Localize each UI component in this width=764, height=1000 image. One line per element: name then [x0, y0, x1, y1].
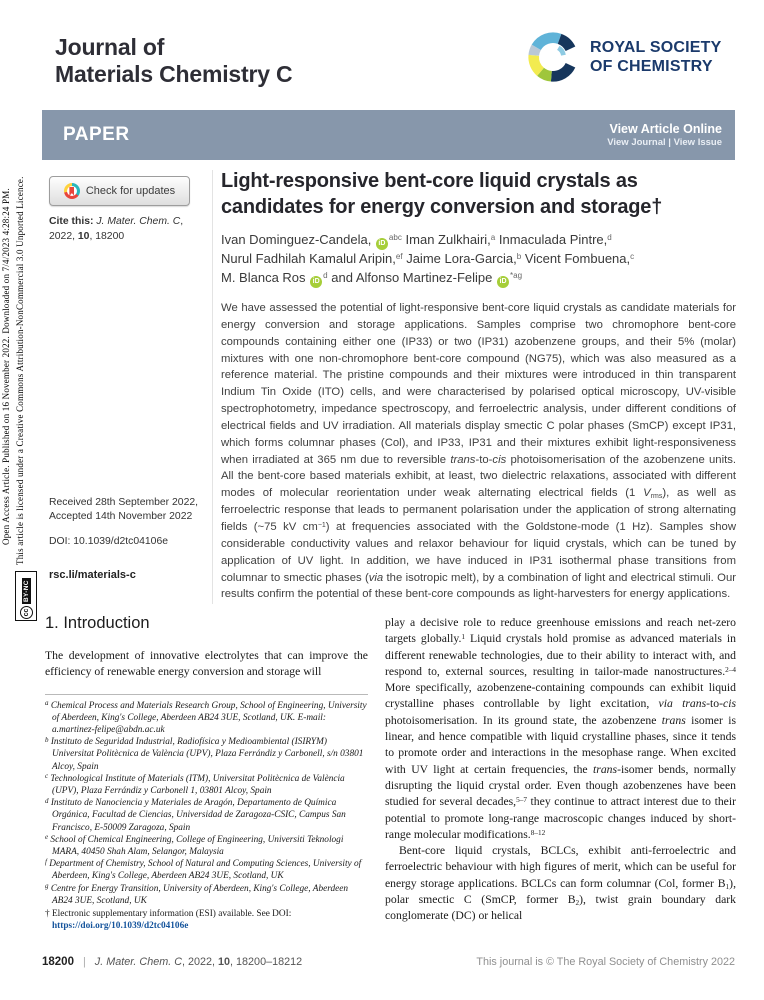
meta-divider [212, 170, 213, 604]
section-heading-introduction: 1. Introduction [45, 614, 150, 632]
rsc-name-line1: ROYAL SOCIETY [590, 39, 722, 56]
crossmark-icon [64, 183, 80, 199]
orcid-icon[interactable]: iD [497, 276, 509, 288]
affiliation-item: $^d$ Instituto de Nanociencia y Materiales de Aragón, Departamento de Química Orgánica, Facultad de Ciencias, Universidad de Zaragoza-CSIC, Campus San Francisco, E-50009 Zaragoza, Spain [45, 796, 346, 833]
orcid-icon[interactable]: iD [376, 238, 388, 250]
article-type-banner [42, 110, 735, 160]
author-list [221, 231, 738, 288]
intro-paragraph-left: The development of innovative electrolytes that can improve the efficiency of renewable energy conversion and storage will [45, 649, 368, 679]
article-title: Light-responsive bent-core liquid crystals as candidates for energy conversion and storage† [221, 170, 663, 218]
abstract: We have assessed the potential of light-responsive bent-core liquid crystals as candidate materials for energy conversion and storage applications. Samples comprise two chromophore bent-core compounds containing either one (IP33) or two (IP31) azobenzene groups, and their 5% (molar) mixtures with one non-chromophore bent-core compound (NG75), which was also measured as a reference material. The pristine compounds and their mixtures were introduced in thin transparent Indium Tin Oxide (ITO) cells, and were characterised by polarised optical microscopy, UV-visible spectrophotometry, impedance spectroscopy, and ferroelectric analysis, under different conditions of electrical fields and UV irradiation. All materials display smectic C polar phases (SmCP) except IP31, which forms columnar phases (Col), and IP33, IP31 and their mixtures exhibit light-responsiveness when irradiated at 365 nm due to reversible trans-to-cis photoisomerisation of the azobenzene units. All the bent-core based materials exhibit, at least, two dielectric relaxations, associated with different modes of molecular reorientation under weak alternating electrical fields (1 $V_{rms}$), as well as ferroelectric response that leads to permanent polarisation under the application of strong alternating fields (~75 kV $cm^{-1}$) at frequencies associated with the Goldstone-mode (1 Hz). Samples show considerable conductivity values and relaxor behaviour for liquid crystals, which can be tuned by application of UV light. In addition, we have induced in IP31 isothermal phase transitions from columnar to smectic phases (via the isotropic melt), by a combination of light and electrical stimuli. Our results confirm the potential of these bent-core compounds as light-harvesters for energy applications. [221, 302, 737, 601]
affiliation-item: $^a$ Chemical Process and Materials Research Group, School of Engineering, University of Aberdeen, King's College, Aberdeen AB24 3UE, Scotland, UK. E-mail: a.martinez-felipe@abdn.ac.uk [45, 699, 367, 735]
journal-title [55, 34, 292, 88]
esi-doi-link[interactable]: https://doi.org/10.1039/d2tc04106e [52, 921, 189, 932]
body-left-column [45, 648, 368, 932]
cite-this: Cite this: J. Mater. Chem. C, 2022, 10, 18200 [49, 216, 184, 242]
accepted-date: Accepted 14th November 2022 [49, 511, 193, 522]
author-line: Nurul Fadhilah Kamalul Aripin,$^{ef}$ Jaime Lora-Garcia,$^b$ Vicent Fombuena,$^c$ [221, 251, 635, 266]
affiliation-item: $^c$ Technological Institute of Materials (ITM), Universitat Politècnica de València (UPV), Plaza Ferrándiz y Carbonell 1, 03801 Alcoy, Spain [45, 772, 345, 797]
footnote-rule [45, 694, 368, 695]
received-accepted [49, 496, 217, 524]
author-line: M. Blanca Ros $iD^d$ and Alfonso Martinez-Felipe $iD^{*ag}$ [221, 269, 738, 288]
rsc-logo [524, 28, 722, 86]
affiliations-list [45, 700, 368, 907]
cc-icon: cc [20, 606, 33, 619]
esi-footnote: † Electronic supplementary information (ESI) available. See DOI: https://doi.org/10.1039/d2tc04106e [45, 909, 292, 932]
check-for-updates-label: Check for updates [85, 185, 176, 197]
journal-title-line2: Materials Chemistry C [55, 61, 293, 87]
body-right-column [385, 615, 736, 925]
paper-label: PAPER [63, 124, 130, 145]
cc-license-label: BY-NC [22, 580, 30, 602]
affiliation-item: $^f$ Department of Chemistry, School of Natural and Computing Sciences, University of Aberdeen, King's College, Aberdeen AB24 3UE, Scotland, UK [45, 857, 362, 882]
footer-separator: | [82, 956, 86, 968]
footer-citation: J. Mater. Chem. C, 2022, 10, 18200–18212 [94, 956, 303, 968]
rsc-name-line2: OF CHEMISTRY [590, 58, 713, 75]
doi: DOI: 10.1039/d2tc04106e [49, 536, 169, 547]
affiliation-item: $^g$ Centre for Energy Transition, University of Aberdeen, King's College, Aberdeen AB24 3UE, Scotland, UK [45, 882, 349, 906]
page-footer [42, 956, 735, 968]
view-article-online-link[interactable]: View Article Online [609, 122, 722, 136]
affiliation-item: $^e$ School of Chemical Engineering, College of Engineering, Universiti Teknologi MARA, 40450 Shah Alam, Selangor, Malaysia [45, 833, 344, 858]
intro-paragraph-right-2: Bent-core liquid crystals, BCLCs, exhibit anti-ferroelectric and ferroelectric behaviour with high figures of merit, which can be useful for energy storage applications. BCLCs can form columnar (Col, former $B_1$), polar smectic C (SmCP, former $B_2$), twist grain boundary dark conglomerate (DC) or helical [385, 844, 736, 923]
page-number: 18200 [42, 956, 74, 968]
article-body [0, 608, 764, 948]
open-access-vertical-text: Open Access Article. Published on 16 November 2022. Downloaded on 7/4/2023 4:28:24 PM. [1, 188, 11, 545]
banner-links [607, 122, 735, 148]
copyright-notice: This journal is © The Royal Society of Chemistry 2022 [476, 956, 735, 968]
rsc-c-roundel-icon [524, 28, 582, 86]
affiliation-item: $^b$ Instituto de Seguridad Industrial, Radiofísica y Medioambiental (ISIRYM) Universitat Politècnica de València (UPV), Plaza Ferrándiz y Carbonell, s/n 03801 Alcoy, Spain [45, 735, 364, 772]
rsc-name [590, 38, 722, 76]
license-vertical-text: This article is licensed under a Creative Commons Attribution-NonCommercial 3.0 Unported Licence. [15, 176, 25, 565]
received-date: Received 28th September 2022, [49, 497, 199, 508]
intro-paragraph-right-1: play a decisive role to reduce greenhouse emissions and reach net-zero targets globally.$^1$ Liquid crystals hold promise as advanced materials in different renewable technologies, due to their ability to interact with, and respond to, external sources, resulting in tailor-made nanostructures.$^{2-4}$ More specifically, azobenzene-containing compounds can exhibit liquid crystalline phases controllable by light excitation, via trans-to-cis photoisomerisation. In its ground state, the azobenzene trans isomer is linear, and hence compatible with liquid crystalline phases, since it tends to promote order and interactions in the mesophase range. When excited with UV light at certain frequencies, the trans-isomer bends, normally disrupting the liquid crystal order. Even though azobenzenes have been studied for several decades,$^{5-7}$ they continue to attract interest due to their potential to promote long-range macroscopic changes induced by short-range molecular modifications.$^{8-12}$ [385, 616, 737, 841]
view-journal-issue-links[interactable]: View Journal | View Issue [607, 137, 722, 148]
journal-title-line1: Journal of [55, 34, 165, 60]
check-for-updates-button[interactable] [49, 176, 190, 206]
journal-url[interactable]: rsc.li/materials-c [49, 569, 136, 581]
author-line: Ivan Dominguez-Candela, $iD^{abc}$ Iman Zulkhairi,$^a$ Inmaculada Pintre,$^d$ [221, 231, 738, 250]
orcid-icon[interactable]: iD [310, 276, 322, 288]
footer-left [42, 956, 302, 968]
